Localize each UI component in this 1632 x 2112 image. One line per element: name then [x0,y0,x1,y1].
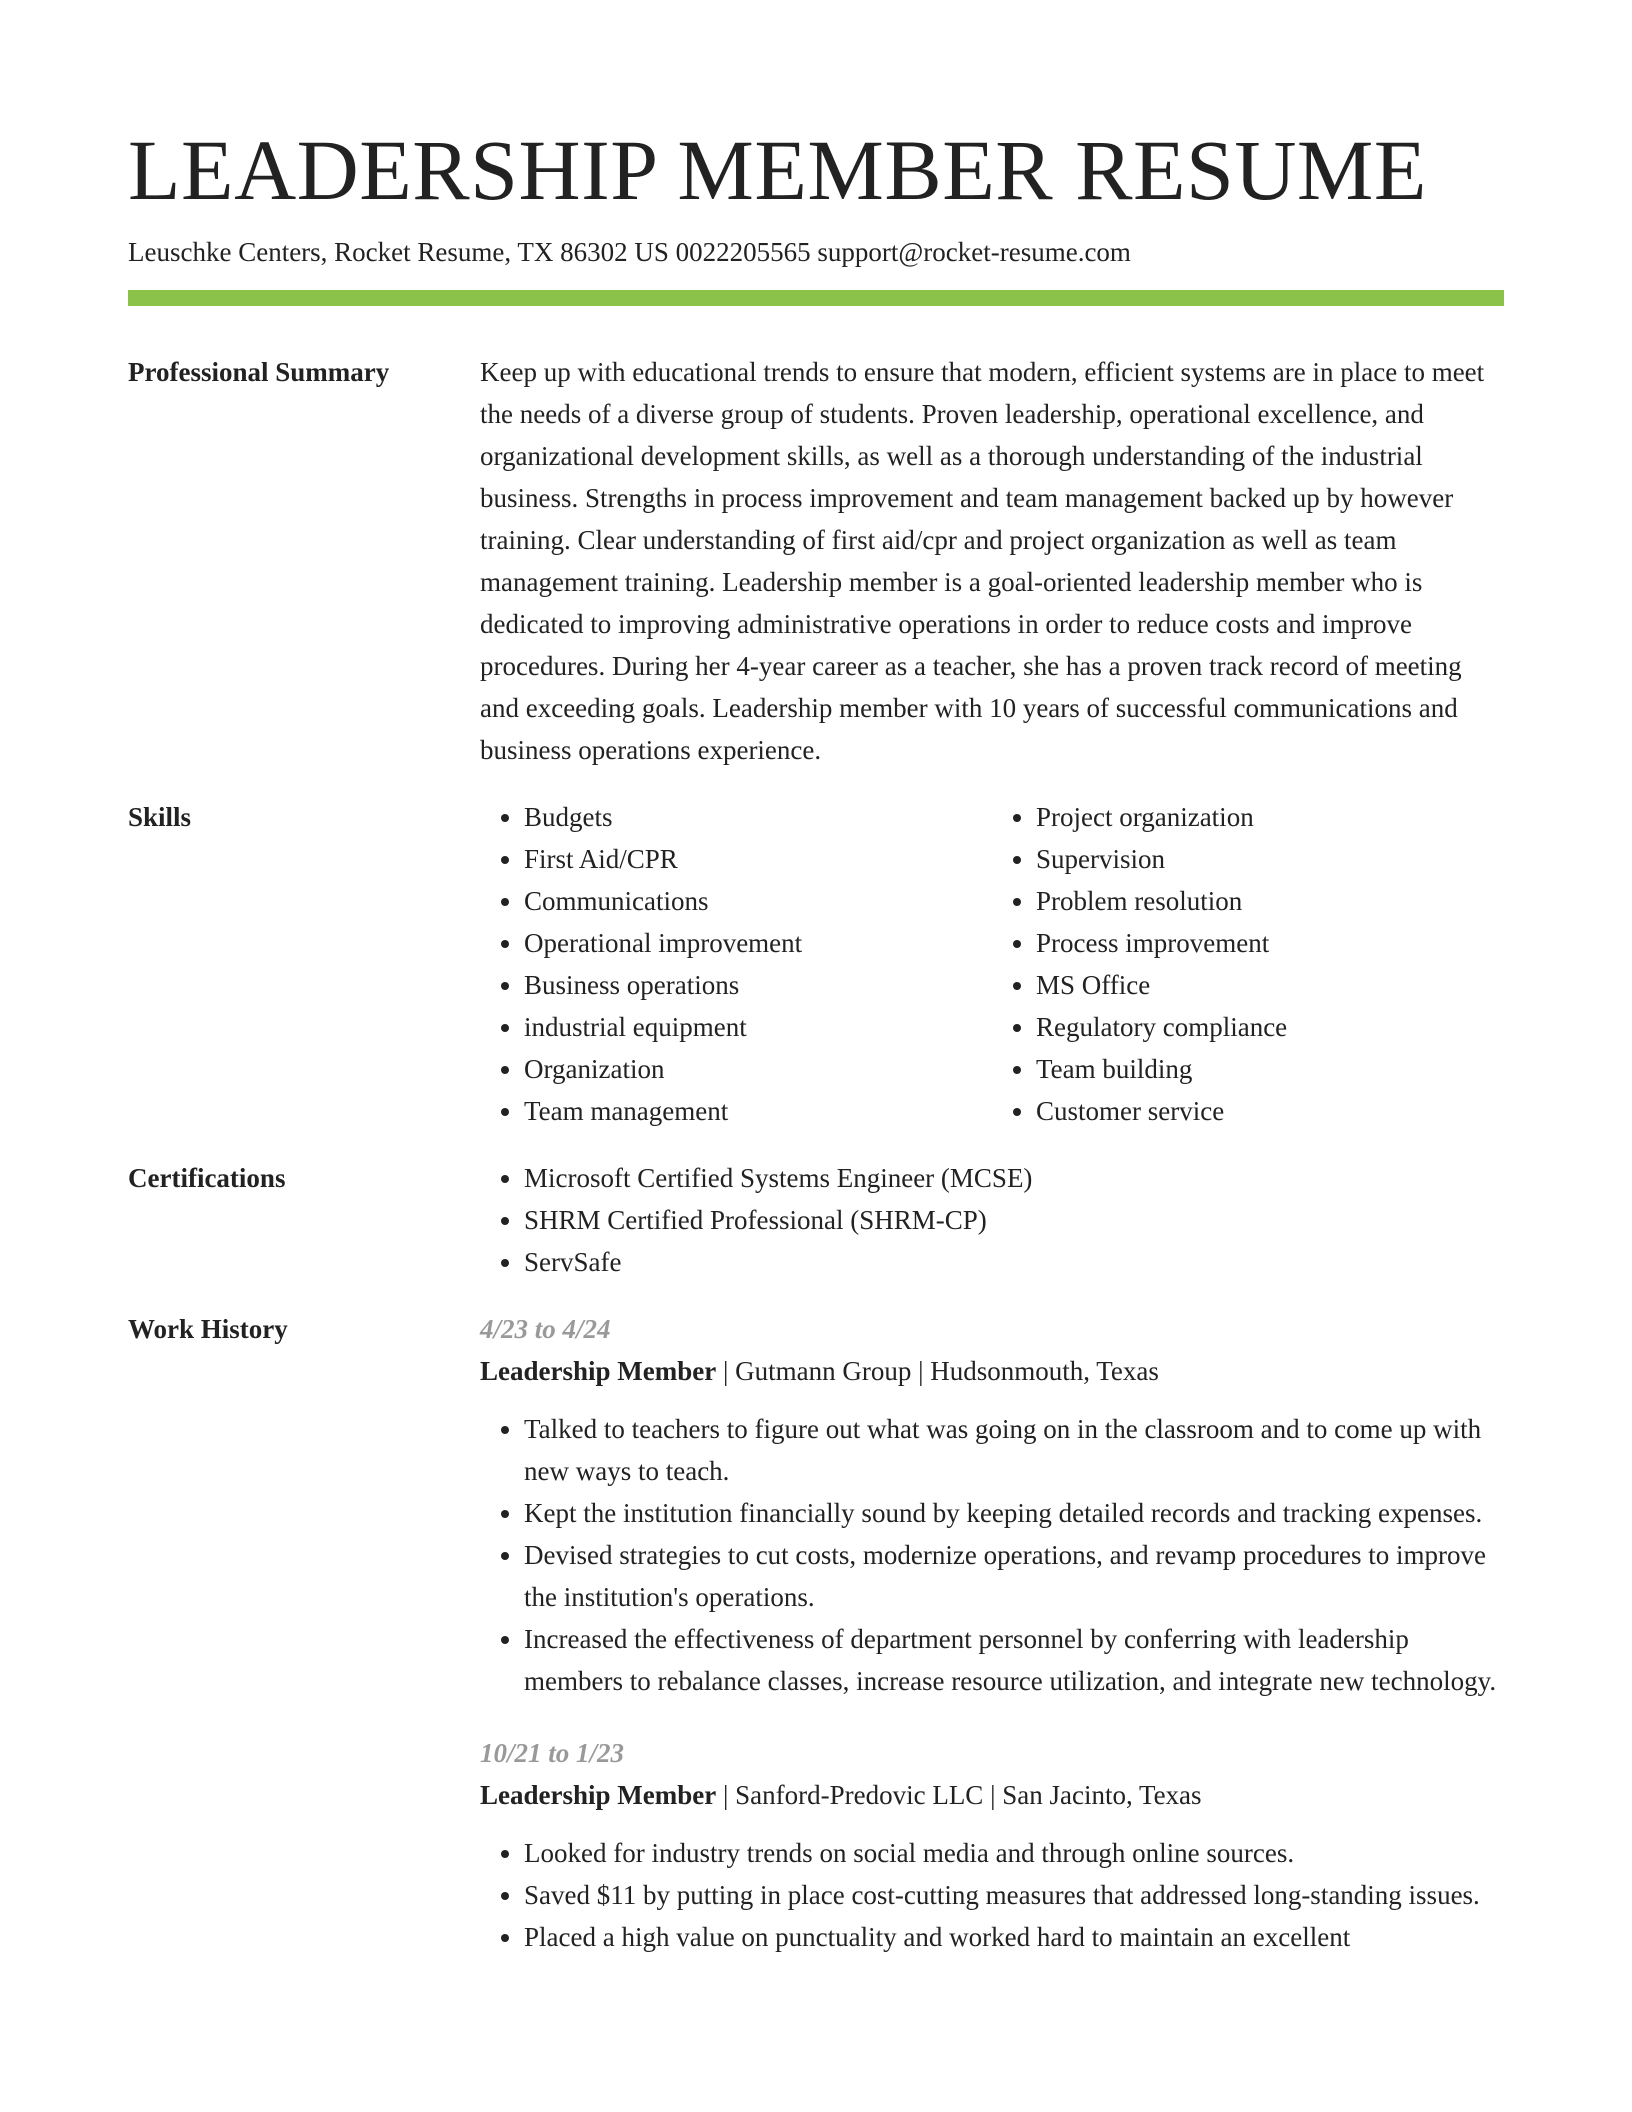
certifications-section [128,1162,1504,1283]
skill-item: • Team management [524,1090,992,1132]
job-bullet: • Devised strategies to cut costs, modernize operations, and revamp procedures to improve the institution's operations. [524,1534,1504,1618]
skill-item: • Process improvement [1036,922,1504,964]
skill-item: • Supervision [1036,838,1504,880]
job-header [480,1774,1504,1816]
skill-item: • Organization [524,1048,992,1090]
resume-page [128,118,1504,1988]
summary-text: Keep up with educational trends to ensure that modern, efficient systems are in place to meet the needs of a diverse group of students. Proven leadership, operational excellence, and organizational development skills, as well as a thorough understanding of the industrial business. Strengths in process improvement and team management backed up by however training. Clear understanding of first aid/cpr and project organization as well as team management training. Leadership member is a goal-oriented leadership member who is dedicated to improving administrative operations in order to reduce costs and improve procedures. During her 4-year career as a teacher, she has a proven track record of meeting and exceeding goals. Leadership member with 10 years of successful communications and business operations experience. [480,357,1485,765]
job-bullet: • Increased the effectiveness of department personnel by conferring with leadership members to rebalance classes, increase resource utilization, and integrate new technology. [524,1618,1504,1702]
section-heading: Professional Summary [128,357,390,387]
skill-item: • Project organization [1036,796,1504,838]
skill-item: • Operational improvement [524,922,992,964]
skill-item: • industrial equipment [524,1006,992,1048]
accent-divider [128,290,1504,306]
summary-section [128,356,1504,771]
skill-item: • Customer service [1036,1090,1504,1132]
certification-item: • ServSafe [524,1241,1504,1283]
job-details: | Sanford-Predovic LLC | San Jacinto, Texas [716,1780,1202,1810]
certification-item: • SHRM Certified Professional (SHRM-CP) [524,1199,1504,1241]
job-bullet: • Talked to teachers to figure out what was going on in the classroom and to come up with new ways to teach. [524,1408,1504,1492]
job-details: | Gutmann Group | Hudsonmouth, Texas [716,1356,1159,1386]
skills-section [128,801,1504,1132]
job-title: Leadership Member [480,1356,717,1386]
section-heading: Work History [128,1314,288,1344]
job-dates: 10/21 to 1/23 [480,1738,625,1768]
skill-item: • Business operations [524,964,992,1006]
job-bullet: • Placed a high value on punctuality and worked hard to maintain an excellent [524,1916,1504,1958]
job-entry [480,1732,1504,1958]
job-bullets [480,1408,1504,1702]
job-header [480,1350,1504,1392]
skills-list-right [992,796,1504,1132]
skill-item: • Problem resolution [1036,880,1504,922]
section-heading: Certifications [128,1163,286,1193]
job-bullet: • Kept the institution financially sound by keeping detailed records and tracking expenses. [524,1492,1504,1534]
skill-item: • Team building [1036,1048,1504,1090]
certification-item: • Microsoft Certified Systems Engineer (MCSE) [524,1157,1504,1199]
skill-item: • MS Office [1036,964,1504,1006]
job-bullet: • Saved $11 by putting in place cost-cutting measures that addressed long-standing issues. [524,1874,1504,1916]
work-history-section [128,1313,1504,1988]
skill-item: • Regulatory compliance [1036,1006,1504,1048]
contact-line: Leuschke Centers, Rocket Resume, TX 86302 US 0022205565 support@rocket-resume.com [128,237,1131,267]
skill-item: • First Aid/CPR [524,838,992,880]
resume-title: LEADERSHIP MEMBER RESUME [128,122,1427,218]
skills-list-left [480,796,992,1132]
job-title: Leadership Member [480,1780,717,1810]
skill-item: • Budgets [524,796,992,838]
job-dates: 4/23 to 4/24 [480,1314,611,1344]
job-bullets [480,1832,1504,1958]
certifications-list [480,1157,1504,1283]
job-bullet: • Looked for industry trends on social media and through online sources. [524,1832,1504,1874]
job-entry [480,1308,1504,1702]
section-heading: Skills [128,802,192,832]
skill-item: • Communications [524,880,992,922]
